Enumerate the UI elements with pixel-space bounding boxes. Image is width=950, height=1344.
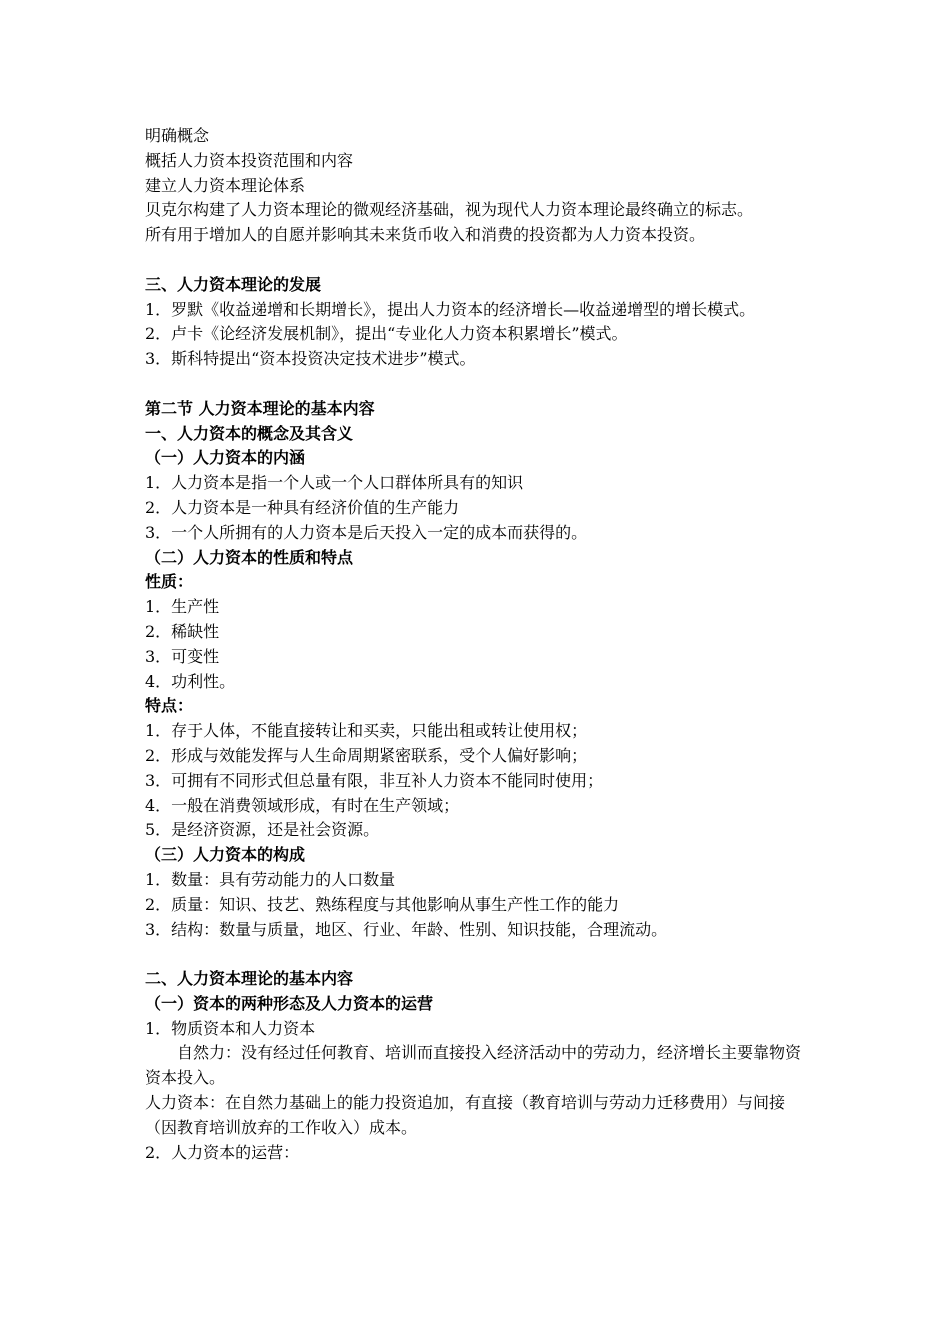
heading-section-two: 第二节 人力资本理论的基本内容 (145, 398, 375, 418)
heading-concept: 一、人力资本的概念及其含义 (145, 423, 354, 443)
list-item-composition-3: 3．结构：数量与质量，地区、行业、年龄、性别、知识技能，合理流动。 (145, 919, 668, 939)
paragraph-investment-definition: 所有用于增加人的自愿并影响其未来货币收入和消费的投资都为人力资本投资。 (145, 225, 706, 245)
label-nature: 性质： (145, 572, 194, 592)
paragraph-build-system: 建立人力资本理论体系 (145, 175, 306, 195)
heading-capital-forms: （一）资本的两种形态及人力资本的运营 (145, 993, 434, 1013)
list-item-feature-5: 5．是经济资源，还是社会资源。 (145, 820, 380, 840)
list-item-composition-2: 2．质量：知识、技艺、熟练程度与其他影响从事生产性工作的能力 (145, 894, 620, 914)
list-item-connotation-3: 3．一个人所拥有的人力资本是后天投入一定的成本而获得的。 (145, 522, 588, 542)
list-item-romer: 1．罗默《收益递增和长期增长》，提出人力资本的经济增长—收益递增型的增长模式。 (145, 299, 756, 319)
paragraph-human-capital: 人力资本：在自然力基础上的能力投资追加，有直接（教育培训与劳动力迁移费用）与间接（因教育培训放弃的工作收入）成本。 (145, 1093, 786, 1137)
paragraph-clarify-concept: 明确概念 (145, 126, 210, 145)
heading-theory-development: 三、人力资本理论的发展 (145, 274, 322, 294)
spacer (145, 372, 813, 397)
heading-nature-features: （二）人力资本的性质和特点 (145, 547, 354, 567)
list-item-nature-1: 1．生产性 (145, 597, 220, 617)
spacer (145, 942, 813, 967)
list-item-lucas: 2．卢卡《论经济发展机制》，提出“专业化人力资本积累增长”模式。 (145, 324, 628, 344)
list-item-nature-4: 4．功利性。 (145, 671, 236, 691)
list-item-feature-4: 4．一般在消费领域形成，有时在生产领域； (145, 795, 460, 815)
document-page (145, 124, 813, 1165)
list-item-feature-3: 3．可拥有不同形式但总量有限，非互补人力资本不能同时使用； (145, 770, 604, 790)
spacer (145, 248, 813, 273)
list-item-feature-2: 2．形成与效能发挥与人生命周期紧密联系，受个人偏好影响； (145, 745, 588, 765)
paragraph-natural-force: 自然力：没有经过任何教育、培训而直接投入经济活动中的劳动力，经济增长主要靠物资资本投入。 (145, 1043, 802, 1088)
paragraph-summarize-scope: 概括人力资本投资范围和内容 (145, 150, 354, 170)
list-item-scott: 3．斯科特提出“资本投资决定技术进步”模式。 (145, 349, 476, 369)
heading-basic-content: 二、人力资本理论的基本内容 (145, 969, 354, 989)
label-features: 特点： (145, 696, 194, 716)
paragraph-becker: 贝克尔构建了人力资本理论的微观经济基础，视为现代人力资本理论最终确立的标志。 (145, 200, 754, 220)
list-item-nature-3: 3．可变性 (145, 646, 220, 666)
list-item-nature-2: 2．稀缺性 (145, 621, 220, 641)
list-item-forms-1: 1．物质资本和人力资本 (145, 1018, 316, 1038)
heading-composition: （三）人力资本的构成 (145, 845, 306, 865)
list-item-connotation-2: 2．人力资本是一种具有经济价值的生产能力 (145, 497, 460, 517)
list-item-composition-1: 1．数量：具有劳动能力的人口数量 (145, 869, 396, 889)
list-item-connotation-1: 1．人力资本是指一个人或一个人口群体所具有的知识 (145, 473, 524, 493)
list-item-feature-1: 1．存于人体，不能直接转让和买卖，只能出租或转让使用权； (145, 721, 588, 741)
heading-connotation: （一）人力资本的内涵 (145, 448, 306, 468)
list-item-forms-2: 2．人力资本的运营： (145, 1142, 300, 1162)
